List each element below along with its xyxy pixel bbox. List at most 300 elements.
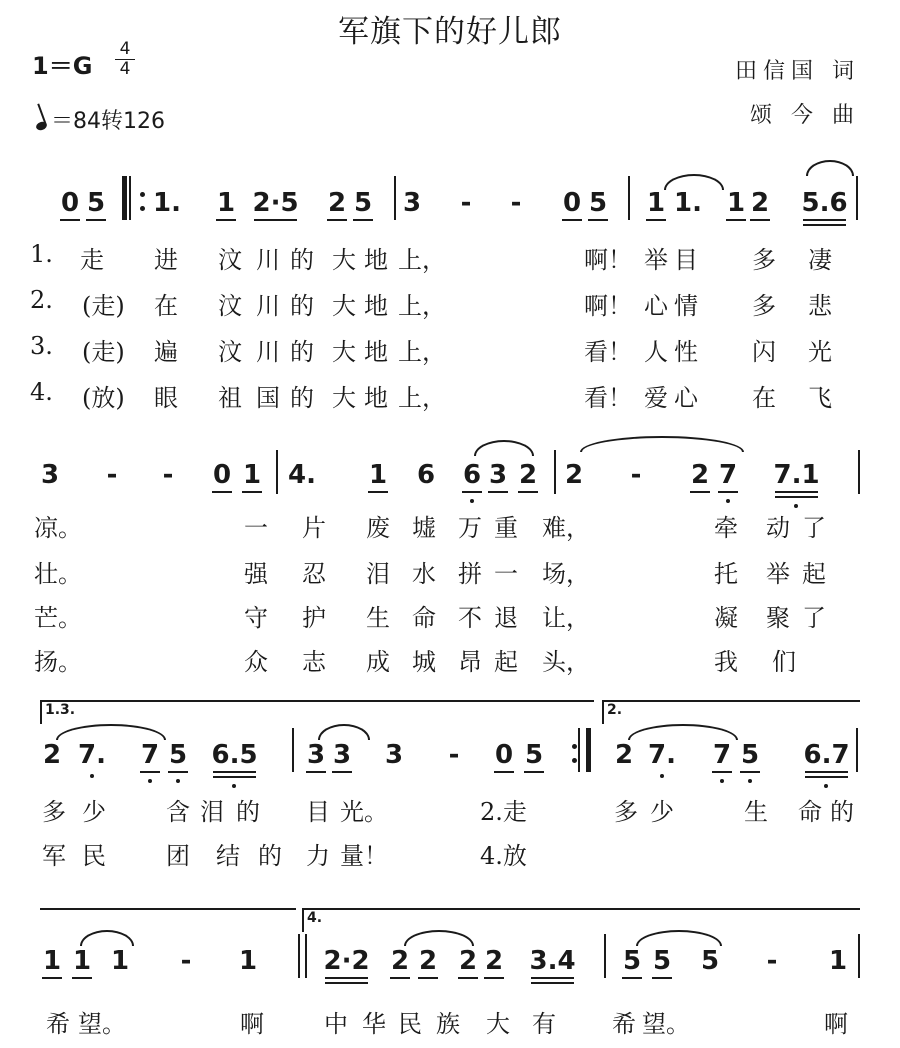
note: - bbox=[510, 188, 522, 218]
lyric-syllable: 啊 bbox=[824, 1010, 848, 1038]
note: 2 bbox=[614, 740, 634, 770]
tempo-text: ＝84转126 bbox=[51, 109, 165, 134]
note: 2 bbox=[750, 188, 770, 218]
note: 2 bbox=[564, 460, 584, 490]
lyric-syllable: 人 bbox=[644, 338, 668, 366]
note: 5 bbox=[740, 740, 760, 770]
note: 2 bbox=[327, 188, 347, 218]
note: 2·5 bbox=[252, 188, 299, 218]
note: 2·2 bbox=[323, 946, 370, 976]
note-underline bbox=[42, 977, 62, 979]
lyric-syllable: 废 bbox=[366, 514, 390, 542]
bar-line bbox=[856, 728, 858, 772]
lyric-syllable: 拼 bbox=[458, 560, 482, 588]
lyric-syllable: 们 bbox=[772, 648, 796, 676]
tie-slur bbox=[628, 724, 738, 740]
note: 7.1 bbox=[773, 460, 820, 490]
lyric-syllable: 地 bbox=[364, 246, 388, 274]
lyric-syllable: 3. bbox=[30, 332, 53, 360]
note: 1 bbox=[828, 946, 848, 976]
note-underline bbox=[531, 977, 574, 979]
note: 1 bbox=[646, 188, 666, 218]
lyric-syllable: 悲 bbox=[808, 292, 832, 320]
volta-second-ending bbox=[602, 700, 860, 718]
lyric-syllable: 看！ bbox=[584, 338, 632, 366]
lyric-syllable: 情 bbox=[674, 292, 698, 320]
lyric-syllable: 祖 bbox=[218, 384, 242, 412]
low-octave-dot bbox=[176, 779, 180, 783]
note: 7 bbox=[718, 460, 738, 490]
note-underline bbox=[803, 224, 846, 226]
note: 5 bbox=[622, 946, 642, 976]
volta-bracket-line bbox=[602, 702, 604, 724]
note: - bbox=[460, 188, 472, 218]
note: 6.5 bbox=[211, 740, 258, 770]
tie-slur bbox=[404, 930, 474, 946]
lyric-syllable: 的 bbox=[290, 246, 314, 274]
tie-slur bbox=[56, 724, 166, 740]
lyric-syllable: 举 bbox=[766, 560, 790, 588]
note: 5 bbox=[700, 946, 720, 976]
lyric-syllable: 凝 bbox=[714, 604, 738, 632]
lyric-syllable: 的 bbox=[830, 798, 854, 826]
note: 0 bbox=[60, 188, 80, 218]
lyric-syllable: 我 bbox=[714, 648, 738, 676]
lyric-syllable: 2. bbox=[30, 286, 53, 314]
lyric-syllable: 上， bbox=[398, 246, 446, 274]
note: - bbox=[162, 460, 174, 490]
lyric-syllable: 不 bbox=[458, 604, 482, 632]
lyric-syllable: 举 bbox=[644, 246, 668, 274]
lyric-syllable: (放) bbox=[82, 384, 125, 412]
lyric-syllable: 爱 bbox=[644, 384, 668, 412]
note: 2 bbox=[390, 946, 410, 976]
bar-line bbox=[858, 934, 860, 978]
lyric-syllable: 起 bbox=[494, 648, 518, 676]
note: 6 bbox=[462, 460, 482, 490]
note-underline bbox=[740, 771, 760, 773]
low-octave-dot bbox=[232, 784, 236, 788]
note-underline bbox=[418, 977, 438, 979]
note-underline bbox=[562, 219, 582, 221]
note-underline bbox=[803, 219, 846, 221]
lyric-syllable: 的 bbox=[236, 798, 260, 826]
note: 0 bbox=[562, 188, 582, 218]
note: 6.7 bbox=[803, 740, 850, 770]
bar-line bbox=[276, 450, 278, 494]
tie-slur bbox=[80, 930, 134, 946]
note-underline bbox=[72, 977, 92, 979]
note: 7 bbox=[140, 740, 160, 770]
lyric-syllable: 多 bbox=[614, 798, 638, 826]
lyric-syllable: 牵 bbox=[714, 514, 738, 542]
lyric-syllable: 场， bbox=[542, 560, 590, 588]
note: 1 bbox=[726, 188, 746, 218]
note: 0 bbox=[494, 740, 514, 770]
note-underline bbox=[588, 219, 608, 221]
lyric-syllable: 力 bbox=[306, 842, 330, 870]
note-underline bbox=[327, 219, 347, 221]
note-underline bbox=[726, 219, 746, 221]
note-underline bbox=[168, 771, 188, 773]
lyric-syllable: 强 bbox=[244, 560, 268, 588]
lyric-syllable: (走) bbox=[82, 292, 125, 320]
lyric-syllable: 水 bbox=[412, 560, 436, 588]
low-octave-dot bbox=[824, 784, 828, 788]
lyric-syllable: 的 bbox=[290, 292, 314, 320]
lyric-syllable: 川 bbox=[256, 246, 280, 274]
note-underline bbox=[325, 982, 368, 984]
note: 1 bbox=[238, 946, 258, 976]
note: 6 bbox=[416, 460, 436, 490]
note: 1 bbox=[368, 460, 388, 490]
tie-slur bbox=[664, 174, 724, 190]
lyric-syllable: 心 bbox=[644, 292, 668, 320]
note-underline bbox=[60, 219, 80, 221]
lyric-syllable: 大 bbox=[332, 384, 356, 412]
note: - bbox=[180, 946, 192, 976]
note: 1. bbox=[153, 188, 181, 218]
lyric-syllable: 量！ bbox=[340, 842, 388, 870]
lyric-syllable: 的 bbox=[258, 842, 282, 870]
lyric-syllable: 忍 bbox=[302, 560, 326, 588]
note: 5 bbox=[168, 740, 188, 770]
note-underline bbox=[805, 776, 848, 778]
bar-line bbox=[394, 176, 396, 220]
lyric-syllable: 壮。 bbox=[34, 560, 82, 588]
lyric-syllable: 守 bbox=[244, 604, 268, 632]
lyric-syllable: 万 bbox=[458, 514, 482, 542]
lyric-syllable: 川 bbox=[256, 292, 280, 320]
note: 1 bbox=[216, 188, 236, 218]
lyric-syllable: 光 bbox=[808, 338, 832, 366]
note: 0 bbox=[212, 460, 232, 490]
note: 3 bbox=[384, 740, 404, 770]
lyric-syllable: 头， bbox=[542, 648, 590, 676]
lyric-syllable: 大 bbox=[332, 338, 356, 366]
lyric-syllable: 望。 bbox=[642, 1010, 690, 1038]
volta-label-1-3: 1.3. bbox=[45, 702, 76, 718]
lyric-syllable: 性 bbox=[674, 338, 698, 366]
lyric-syllable: 啊 bbox=[240, 1010, 264, 1038]
note-underline bbox=[254, 219, 297, 221]
lyric-syllable: 望。 bbox=[78, 1010, 126, 1038]
lyric-syllable: 看！ bbox=[584, 384, 632, 412]
lyric-syllable: 起 bbox=[802, 560, 826, 588]
note-underline bbox=[494, 771, 514, 773]
note-underline bbox=[712, 771, 732, 773]
note-underline bbox=[775, 491, 818, 493]
note-underline bbox=[213, 776, 256, 778]
bar-line bbox=[292, 728, 294, 772]
low-octave-dot bbox=[748, 779, 752, 783]
volta-continuation-line bbox=[40, 908, 296, 910]
bar-line bbox=[628, 176, 630, 220]
volta-label-2: 2. bbox=[607, 702, 623, 718]
lyric-syllable: 了 bbox=[802, 604, 826, 632]
note: 5 bbox=[353, 188, 373, 218]
lyric-syllable: 一 bbox=[244, 514, 268, 542]
note: 1 bbox=[242, 460, 262, 490]
lyric-syllable: 大 bbox=[486, 1010, 510, 1038]
note: 2 bbox=[42, 740, 62, 770]
note: - bbox=[766, 946, 778, 976]
lyric-syllable: 啊！ bbox=[584, 292, 632, 320]
lyric-syllable: 军 bbox=[42, 842, 66, 870]
lyric-syllable: 生 bbox=[366, 604, 390, 632]
bar-line bbox=[858, 450, 860, 494]
note-underline bbox=[325, 977, 368, 979]
note: - bbox=[106, 460, 118, 490]
note-underline bbox=[690, 491, 710, 493]
lyric-syllable: 团 bbox=[166, 842, 190, 870]
lyric-syllable: 走 bbox=[80, 246, 104, 274]
lyric-syllable: 命 bbox=[798, 798, 822, 826]
low-octave-dot bbox=[148, 779, 152, 783]
repeat-dot bbox=[140, 206, 145, 211]
lyric-syllable: 昂 bbox=[458, 648, 482, 676]
note: - bbox=[630, 460, 642, 490]
note: 5 bbox=[652, 946, 672, 976]
note: 1 bbox=[72, 946, 92, 976]
lyric-syllable: 上， bbox=[398, 384, 446, 412]
tempo-marking bbox=[36, 104, 165, 135]
lyric-syllable: 让， bbox=[542, 604, 590, 632]
lyric-syllable: 上， bbox=[398, 292, 446, 320]
lyric-syllable: 族 bbox=[436, 1010, 460, 1038]
note: 5.6 bbox=[801, 188, 848, 218]
lyric-syllable: 2.走 bbox=[480, 798, 527, 826]
repeat-dot bbox=[572, 758, 577, 763]
lyric-syllable: 大 bbox=[332, 246, 356, 274]
tie-slur bbox=[636, 930, 722, 946]
note: 5 bbox=[588, 188, 608, 218]
volta-first-ending bbox=[40, 700, 594, 718]
lyric-syllable: 在 bbox=[154, 292, 178, 320]
lyric-syllable: 墟 bbox=[412, 514, 436, 542]
lyric-syllable: 凄 bbox=[808, 246, 832, 274]
note-underline bbox=[488, 491, 508, 493]
lyric-syllable: 含 bbox=[166, 798, 190, 826]
note-underline bbox=[390, 977, 410, 979]
lyric-syllable: 动 bbox=[766, 514, 790, 542]
lyric-syllable: 飞 bbox=[808, 384, 832, 412]
note: 7. bbox=[648, 740, 676, 770]
bar-line bbox=[305, 934, 307, 978]
lyric-syllable: 1. bbox=[30, 240, 53, 268]
lyric-syllable: 进 bbox=[154, 246, 178, 274]
lyric-syllable: 国 bbox=[256, 384, 280, 412]
repeat-dot bbox=[572, 744, 577, 749]
lyric-syllable: 目 bbox=[674, 246, 698, 274]
lyric-syllable: 川 bbox=[256, 338, 280, 366]
note: 3.4 bbox=[529, 946, 576, 976]
note: 2 bbox=[484, 946, 504, 976]
lyric-syllable: 眼 bbox=[154, 384, 178, 412]
note: 3 bbox=[402, 188, 422, 218]
lyric-syllable: 多 bbox=[752, 246, 776, 274]
lyric-syllable: 少 bbox=[82, 798, 106, 826]
lyric-syllable: 有 bbox=[532, 1010, 556, 1038]
lyric-syllable: 地 bbox=[364, 338, 388, 366]
time-signature-bottom: 4 bbox=[119, 59, 131, 79]
lyric-syllable: 上， bbox=[398, 338, 446, 366]
volta-bracket-line bbox=[40, 702, 42, 724]
lyric-syllable: 的 bbox=[290, 338, 314, 366]
note-underline bbox=[368, 491, 388, 493]
tie-slur bbox=[580, 436, 744, 452]
lyric-syllable: 闪 bbox=[752, 338, 776, 366]
lyric-syllable: 4. bbox=[30, 378, 53, 406]
lyric-syllable: 地 bbox=[364, 292, 388, 320]
lyric-syllable: 结 bbox=[216, 842, 240, 870]
note: 5 bbox=[524, 740, 544, 770]
note-underline bbox=[484, 977, 504, 979]
low-octave-dot bbox=[726, 499, 730, 503]
bar-line bbox=[586, 728, 591, 772]
lyric-syllable: 命 bbox=[412, 604, 436, 632]
note: 1. bbox=[674, 188, 702, 218]
lyric-syllable: 退 bbox=[494, 604, 518, 632]
note-underline bbox=[86, 219, 106, 221]
volta-fourth-ending bbox=[302, 908, 860, 926]
note-underline bbox=[805, 771, 848, 773]
note: 3 bbox=[306, 740, 326, 770]
lyric-syllable: 地 bbox=[364, 384, 388, 412]
lyric-syllable: 希 bbox=[612, 1010, 636, 1038]
note: 3 bbox=[40, 460, 60, 490]
note: 2 bbox=[518, 460, 538, 490]
bar-line bbox=[298, 934, 300, 978]
note: - bbox=[448, 740, 460, 770]
bar-line bbox=[129, 176, 131, 220]
lyric-syllable: 众 bbox=[244, 648, 268, 676]
tie-slur bbox=[318, 724, 370, 740]
note-underline bbox=[242, 491, 262, 493]
note-underline bbox=[646, 219, 666, 221]
lyric-syllable: 城 bbox=[412, 648, 436, 676]
lyric-syllable: 中 bbox=[324, 1010, 348, 1038]
note: 3 bbox=[332, 740, 352, 770]
lyric-syllable: 扬。 bbox=[34, 648, 82, 676]
note-underline bbox=[332, 771, 352, 773]
time-signature bbox=[114, 40, 136, 79]
bar-line bbox=[122, 176, 127, 220]
lyric-syllable: 生 bbox=[744, 798, 768, 826]
lyric-syllable: 难， bbox=[542, 514, 590, 542]
lyric-syllable: 成 bbox=[366, 648, 390, 676]
lyric-syllable: 志 bbox=[302, 648, 326, 676]
low-octave-dot bbox=[470, 499, 474, 503]
lyric-syllable: 多 bbox=[42, 798, 66, 826]
lyric-syllable: 一 bbox=[494, 560, 518, 588]
bar-line bbox=[554, 450, 556, 494]
repeat-dot bbox=[140, 192, 145, 197]
lyric-syllable: 凉。 bbox=[34, 514, 82, 542]
note: 7. bbox=[78, 740, 106, 770]
tie-slur bbox=[806, 160, 854, 176]
lyric-syllable: 啊！ bbox=[584, 246, 632, 274]
bar-line bbox=[578, 728, 580, 772]
lyric-syllable: 民 bbox=[82, 842, 106, 870]
lyric-syllable: 汶 bbox=[218, 338, 242, 366]
song-title: 军旗下的好儿郎 bbox=[338, 14, 562, 50]
note: 1 bbox=[110, 946, 130, 976]
lyric-syllable: 少 bbox=[650, 798, 674, 826]
lyric-syllable: 遍 bbox=[154, 338, 178, 366]
note: 2 bbox=[690, 460, 710, 490]
lyric-syllable: 大 bbox=[332, 292, 356, 320]
lyric-syllable: 片 bbox=[302, 514, 326, 542]
low-octave-dot bbox=[660, 774, 664, 778]
key-signature: 1＝G bbox=[32, 52, 93, 80]
volta-bracket-line bbox=[302, 910, 304, 932]
lyric-syllable: (走) bbox=[82, 338, 125, 366]
bar-line bbox=[604, 934, 606, 978]
lyricist-credit: 田信国 词 bbox=[735, 59, 860, 84]
lyric-syllable: 民 bbox=[398, 1010, 422, 1038]
note-underline bbox=[353, 219, 373, 221]
note-underline bbox=[306, 771, 326, 773]
note-underline bbox=[750, 219, 770, 221]
note-underline bbox=[518, 491, 538, 493]
lyric-syllable: 目 bbox=[306, 798, 330, 826]
composer-credit: 颂 今 曲 bbox=[750, 103, 860, 128]
note-underline bbox=[458, 977, 478, 979]
note-underline bbox=[462, 491, 482, 493]
low-octave-dot bbox=[720, 779, 724, 783]
note-underline bbox=[718, 491, 738, 493]
note-underline bbox=[213, 771, 256, 773]
lyric-syllable: 芒。 bbox=[34, 604, 82, 632]
tie-slur bbox=[474, 440, 534, 456]
low-octave-dot bbox=[90, 774, 94, 778]
lyric-syllable: 聚 bbox=[766, 604, 790, 632]
lyric-syllable: 托 bbox=[714, 560, 738, 588]
note-underline bbox=[652, 977, 672, 979]
note: 5 bbox=[86, 188, 106, 218]
volta-label-4: 4. bbox=[307, 910, 323, 926]
note: 7 bbox=[712, 740, 732, 770]
lyric-syllable: 护 bbox=[302, 604, 326, 632]
lyric-syllable: 汶 bbox=[218, 246, 242, 274]
note: 2 bbox=[418, 946, 438, 976]
note: 1 bbox=[42, 946, 62, 976]
lyric-syllable: 心 bbox=[674, 384, 698, 412]
lyric-syllable: 多 bbox=[752, 292, 776, 320]
lyric-syllable: 4.放 bbox=[480, 842, 527, 870]
lyric-syllable: 光。 bbox=[340, 798, 388, 826]
note: 4. bbox=[288, 460, 316, 490]
time-signature-top: 4 bbox=[119, 39, 131, 59]
bar-line bbox=[856, 176, 858, 220]
lyric-syllable: 华 bbox=[362, 1010, 386, 1038]
lyric-syllable: 在 bbox=[752, 384, 776, 412]
note-underline bbox=[212, 491, 232, 493]
note: 2 bbox=[458, 946, 478, 976]
lyric-syllable: 的 bbox=[290, 384, 314, 412]
note-underline bbox=[531, 982, 574, 984]
note-underline bbox=[775, 496, 818, 498]
note-underline bbox=[140, 771, 160, 773]
note-underline bbox=[524, 771, 544, 773]
lyric-syllable: 泪 bbox=[200, 798, 224, 826]
quarter-note-icon bbox=[35, 120, 48, 131]
note: 3 bbox=[488, 460, 508, 490]
lyric-syllable: 汶 bbox=[218, 292, 242, 320]
lyric-syllable: 希 bbox=[46, 1010, 70, 1038]
note-underline bbox=[622, 977, 642, 979]
